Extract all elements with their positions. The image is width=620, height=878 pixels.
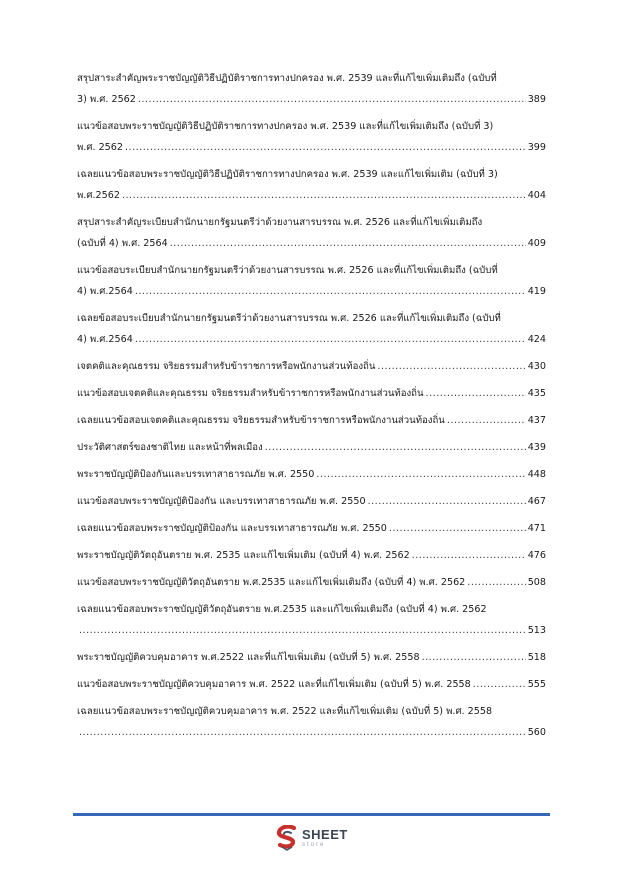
toc-page-number: 448 [527,469,546,480]
logo-wordmark: SHEET [302,827,348,842]
toc-entry-title: สรุปสาระสำคัญพระราชบัญญัติวิธีปฏิบัติราชการทางปกครอง พ.ศ. 2539 และที่แก้ไขเพิ่มเติมถึง (ฉบับที่ [77,73,497,84]
toc-page-number: 555 [527,679,546,690]
dot-leader [467,572,525,593]
table-of-contents [77,68,546,749]
toc-entry-title: เฉลยแนวข้อสอบพระราชบัญญัติป้องกัน และบรรเทาสาธารณภัย พ.ศ. 2550 [77,523,387,534]
toc-entry[interactable] [77,572,546,593]
dot-leader [125,137,526,158]
toc-entry[interactable] [77,68,546,110]
toc-entry[interactable] [77,701,546,743]
dot-leader [122,185,526,206]
toc-entry-title: แนวข้อสอบพระราชบัญญัติป้องกัน และบรรเทาสาธารณภัย พ.ศ. 2550 [77,496,366,507]
dot-leader [265,437,526,458]
toc-entry-title: (ฉบับที่ 4) พ.ศ. 2564 [77,238,168,249]
toc-entry-title: พระราชบัญญัติควบคุมอาคาร พ.ศ.2522 และที่แก้ไขเพิ่มเติม (ฉบับที่ 5) พ.ศ. 2558 [77,652,420,663]
sheet-store-logo [276,823,366,853]
dot-leader [135,329,526,350]
toc-entry-title: แนวข้อสอบระเบียบสำนักนายกรัฐมนตรีว่าด้วยงานสารบรรณ พ.ศ. 2526 และที่แก้ไขเพิ่มเติมถึง (ฉบับที่ [77,265,498,276]
toc-entry-title: เฉลยแนวข้อสอบพระราชบัญญัติควบคุมอาคาร พ.ศ. 2522 และที่แก้ไขเพิ่มเติม (ฉบับที่ 5) พ.ศ. 2558 [77,706,493,717]
toc-entry[interactable] [77,116,546,158]
dot-leader [135,281,526,302]
toc-entry-title: พระราชบัญญัติวัตถุอันตราย พ.ศ. 2535 และแก้ไขเพิ่มเติม (ฉบับที่ 4) พ.ศ. 2562 [77,550,410,561]
toc-page-number: 399 [527,142,546,153]
toc-page-number: 508 [527,577,546,588]
dot-leader [422,647,526,668]
toc-entry-title: เฉลยข้อสอบระเบียบสำนักนายกรัฐมนตรีว่าด้วยงานสารบรรณ พ.ศ. 2526 และที่แก้ไขเพิ่มเติมถึง (ฉบับที่ [77,313,501,324]
footer-divider [73,813,550,816]
toc-entry[interactable] [77,674,546,695]
toc-entry-title: สรุปสาระสำคัญระเบียบสำนักนายกรัฐมนตรีว่าด้วยงานสารบรรณ พ.ศ. 2526 และที่แก้ไขเพิ่มเติมถึง [77,217,483,228]
toc-entry-title: แนวข้อสอบเจตคติและคุณธรรม จริยธรรมสำหรับข้าราชการหรือพนักงานส่วนท้องถิ่น [77,388,424,399]
toc-entry[interactable] [77,383,546,404]
dot-leader [138,89,526,110]
toc-entry-title: เฉลยแนวข้อสอบเจตคติและคุณธรรม จริยธรรมสำหรับข้าราชการหรือพนักงานส่วนท้องถิ่น [77,415,445,426]
toc-page-number: 467 [527,496,546,507]
toc-page-number: 518 [527,652,546,663]
toc-entry[interactable] [77,599,546,641]
toc-entry[interactable] [77,410,546,431]
toc-entry[interactable] [77,164,546,206]
toc-page-number: 471 [527,523,546,534]
toc-entry[interactable] [77,647,546,668]
toc-entry-title: แนวข้อสอบพระราชบัญญัติวิธีปฏิบัติราชการทางปกครอง พ.ศ. 2539 และที่แก้ไขเพิ่มเติมถึง (ฉบับที่ 3) [77,121,494,132]
toc-entry-title: พ.ศ. 2562 [77,142,123,153]
toc-page-number: 389 [527,94,546,105]
toc-entry-title: 4) พ.ศ.2564 [77,334,133,345]
dot-leader [316,464,525,485]
toc-entry-title: พระราชบัญญัติป้องกันและบรรเทาสาธารณภัย พ.ศ. 2550 [77,469,315,480]
toc-page-number: 513 [527,625,546,636]
toc-entry[interactable] [77,356,546,377]
toc-entry[interactable] [77,491,546,512]
toc-entry[interactable] [77,260,546,302]
dot-leader [377,356,525,377]
toc-page-number: 435 [527,388,546,399]
toc-entry-title: เฉลยแนวข้อสอบพระราชบัญญัติวิธีปฏิบัติราชการทางปกครอง พ.ศ. 2539 และแก้ไขเพิ่มเติม (ฉบับที่ 3) [77,169,498,180]
dot-leader [473,674,526,695]
toc-entry[interactable] [77,437,546,458]
toc-entry-title: ประวัติศาสตร์ของชาติไทย และหน้าที่พลเมือง [77,442,263,453]
dot-leader [447,410,526,431]
toc-entry-title: พ.ศ.2562 [77,190,120,201]
dot-leader [426,383,526,404]
toc-entry-title: แนวข้อสอบพระราชบัญญัติวัตถุอันตราย พ.ศ.2535 และแก้ไขเพิ่มเติมถึง (ฉบับที่ 4) พ.ศ. 2562 [77,577,466,588]
dot-leader [368,491,526,512]
toc-entry-title: เจตคติและคุณธรรม จริยธรรมสำหรับข้าราชการหรือพนักงานส่วนท้องถิ่น [77,361,376,372]
toc-page-number: 437 [527,415,546,426]
toc-page-number: 409 [527,238,546,249]
toc-page-number: 439 [527,442,546,453]
logo-tagline: store [302,842,326,848]
toc-entry[interactable] [77,545,546,566]
toc-page-number: 424 [527,334,546,345]
toc-entry-title: แนวข้อสอบพระราชบัญญัติควบคุมอาคาร พ.ศ. 2522 และที่แก้ไขเพิ่มเติม (ฉบับที่ 5) พ.ศ. 2558 [77,679,471,690]
toc-entry-title: เฉลยแนวข้อสอบพระราชบัญญัติวัตถุอันตราย พ.ศ.2535 และแก้ไขเพิ่มเติมถึง (ฉบับที่ 4) พ.ศ. 2562 [77,604,487,615]
toc-entry[interactable] [77,464,546,485]
toc-entry-title: 4) พ.ศ.2564 [77,286,133,297]
toc-page-number: 430 [527,361,546,372]
toc-entry[interactable] [77,518,546,539]
toc-entry[interactable] [77,212,546,254]
dot-leader [79,620,526,641]
toc-entry-title: 3) พ.ศ. 2562 [77,94,136,105]
toc-page-number: 404 [527,190,546,201]
sheet-logo-icon [276,825,298,851]
toc-page-number: 560 [527,727,546,738]
toc-page-number: 419 [527,286,546,297]
dot-leader [389,518,526,539]
dot-leader [412,545,526,566]
dot-leader [79,722,526,743]
dot-leader [170,233,526,254]
toc-entry[interactable] [77,308,546,350]
toc-page-number: 476 [527,550,546,561]
